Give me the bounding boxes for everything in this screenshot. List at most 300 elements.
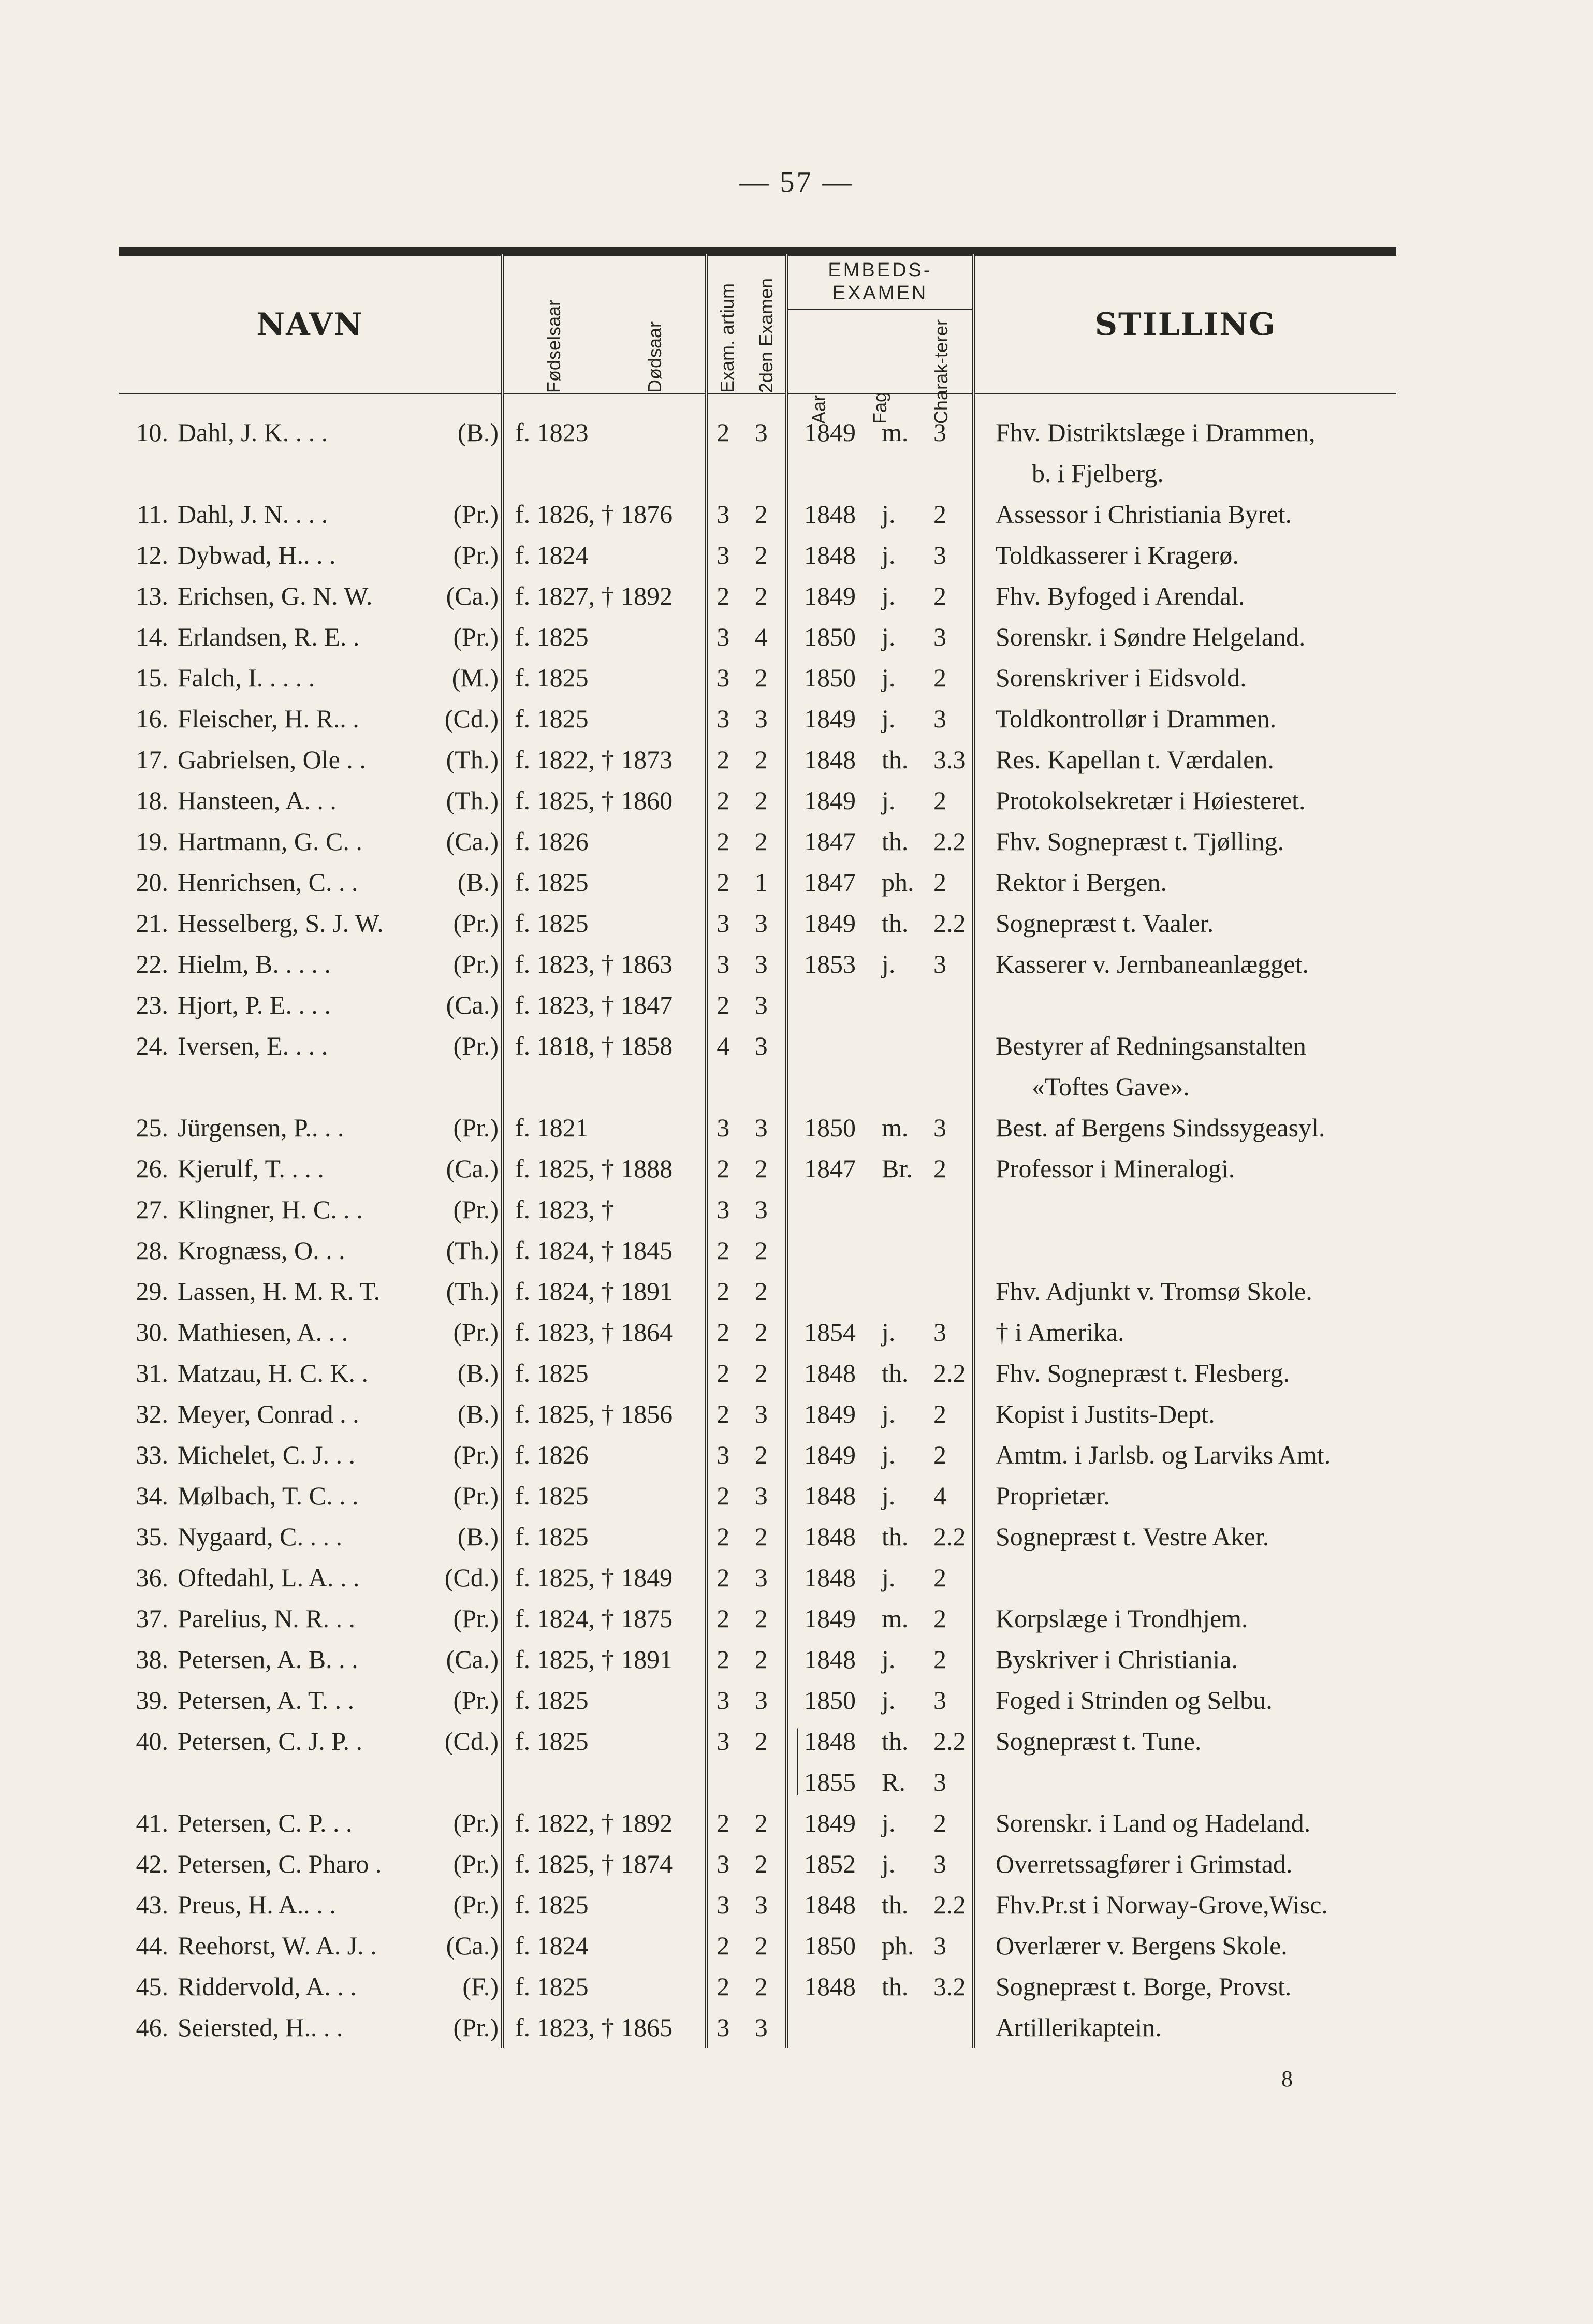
cell-navn bbox=[119, 739, 502, 780]
embeds-charakter: 3 bbox=[933, 1318, 946, 1347]
embeds-charakter: 3.3 bbox=[933, 745, 966, 774]
cell-stilling bbox=[973, 698, 1396, 739]
faculty-abbr: (Pr.) bbox=[453, 1481, 499, 1510]
faculty-abbr: (Ca.) bbox=[446, 581, 499, 610]
embeds-charakter: 2.2 bbox=[933, 1522, 966, 1551]
cell-exam-marks: 2 2 bbox=[707, 1516, 787, 1557]
table-row bbox=[119, 1925, 1396, 1966]
person-name: Preus, H. A.. . . bbox=[178, 1890, 336, 1919]
cell-exam-marks: 3 3 bbox=[707, 698, 787, 739]
cell-embeds bbox=[787, 1271, 973, 1312]
embeds-fag: th. bbox=[882, 909, 909, 938]
embeds-fag: j. bbox=[882, 1563, 896, 1592]
row-number: 40. bbox=[136, 1727, 168, 1756]
faculty-abbr: (Pr.) bbox=[453, 540, 499, 569]
cell-stilling bbox=[973, 1966, 1396, 2007]
embeds-charakter: 2 bbox=[933, 1563, 946, 1592]
table-row bbox=[119, 2007, 1396, 2048]
embeds-fag: th. bbox=[882, 827, 909, 856]
person-name: Petersen, A. B. . . bbox=[178, 1645, 358, 1674]
faculty-abbr: (Pr.) bbox=[453, 1113, 499, 1142]
embeds-year: 1847 bbox=[804, 1154, 856, 1183]
embeds-year: 1849 bbox=[804, 1808, 856, 1837]
header-fodselsaar: Fødselsaar bbox=[543, 299, 565, 393]
cell-exam-marks: 2 2 bbox=[707, 1312, 787, 1353]
table-row bbox=[119, 1026, 1396, 1107]
embeds-charakter: 2 bbox=[933, 1604, 946, 1633]
cell-exam-marks: 2 1 bbox=[707, 862, 787, 903]
header-embeds bbox=[787, 255, 973, 425]
person-name: Henrichsen, C. . . bbox=[178, 868, 358, 897]
cell-exam-marks: 3 4 bbox=[707, 617, 787, 657]
stilling-line: Assessor i Christiania Byret. bbox=[996, 500, 1292, 529]
cell-embeds bbox=[787, 1230, 973, 1271]
row-number: 14. bbox=[136, 622, 168, 651]
cell-embeds bbox=[787, 1312, 973, 1353]
row-number: 11. bbox=[137, 500, 168, 529]
embeds-fag: j. bbox=[882, 1808, 896, 1837]
cell-dates: f. 1826 bbox=[502, 821, 707, 862]
table-row bbox=[119, 1680, 1396, 1721]
table-row bbox=[119, 1230, 1396, 1271]
cell-exam-marks: 2 3 bbox=[707, 1394, 787, 1435]
stilling-line: Sognepræst t. Vaaler. bbox=[996, 909, 1214, 938]
embeds-charakter: 2 bbox=[933, 786, 946, 815]
faculty-abbr: (Ca.) bbox=[446, 1645, 499, 1674]
cell-dates: f. 1825 bbox=[502, 862, 707, 903]
table-row bbox=[119, 535, 1396, 576]
cell-navn bbox=[119, 535, 502, 576]
header-stilling: STILLING bbox=[973, 255, 1396, 394]
embeds-charakter: 2 bbox=[933, 500, 946, 529]
cell-stilling bbox=[973, 1598, 1396, 1639]
cell-stilling bbox=[973, 821, 1396, 862]
cell-dates: f. 1824, † 1891 bbox=[502, 1271, 707, 1312]
cell-dates: f. 1823, † 1847 bbox=[502, 985, 707, 1026]
cell-navn bbox=[119, 821, 502, 862]
cell-embeds bbox=[787, 739, 973, 780]
row-number: 45. bbox=[136, 1972, 168, 2001]
cell-exam-marks: 2 2 bbox=[707, 1925, 787, 1966]
cell-stilling bbox=[973, 903, 1396, 944]
cell-embeds bbox=[787, 1884, 973, 1925]
cell-navn bbox=[119, 1844, 502, 1884]
embeds-year: 1855 bbox=[804, 1767, 856, 1796]
faculty-abbr: (Pr.) bbox=[453, 622, 499, 651]
embeds-charakter: 2 bbox=[933, 1154, 946, 1183]
cell-dates: f. 1826 bbox=[502, 1435, 707, 1475]
embeds-charakter: 2.2 bbox=[933, 1890, 966, 1919]
person-name: Petersen, C. Pharo . bbox=[178, 1849, 382, 1878]
stilling-line: Artillerikaptein. bbox=[996, 2013, 1162, 2042]
cell-stilling bbox=[973, 394, 1396, 494]
faculty-abbr: (Th.) bbox=[446, 745, 499, 774]
cell-stilling bbox=[973, 1925, 1396, 1966]
cell-stilling bbox=[973, 862, 1396, 903]
cell-navn bbox=[119, 903, 502, 944]
stilling-line: Fhv. Adjunkt v. Tromsø Skole. bbox=[996, 1277, 1312, 1306]
cell-navn bbox=[119, 1680, 502, 1721]
embeds-line bbox=[804, 1762, 972, 1803]
embeds-fag: R. bbox=[882, 1767, 905, 1796]
embeds-fag: th. bbox=[882, 1972, 909, 2001]
embeds-fag: j. bbox=[882, 1318, 896, 1347]
row-number: 22. bbox=[136, 949, 168, 978]
table-row bbox=[119, 1516, 1396, 1557]
stilling-line: Bestyrer af Redningsanstalten bbox=[996, 1031, 1306, 1060]
embeds-line bbox=[804, 1721, 972, 1762]
cell-stilling bbox=[973, 1353, 1396, 1394]
embeds-fag: th. bbox=[882, 745, 909, 774]
embeds-year: 1853 bbox=[804, 949, 856, 978]
embeds-year: 1849 bbox=[804, 786, 856, 815]
embeds-charakter: 2 bbox=[933, 1808, 946, 1837]
person-name: Oftedahl, L. A. . . bbox=[178, 1563, 360, 1592]
faculty-abbr: (Pr.) bbox=[453, 1849, 499, 1878]
embeds-charakter: 3 bbox=[933, 1686, 946, 1715]
cell-exam-marks: 2 2 bbox=[707, 1598, 787, 1639]
cell-navn bbox=[119, 1394, 502, 1435]
embeds-charakter: 3 bbox=[933, 1931, 946, 1960]
embeds-fag: Br. bbox=[882, 1154, 913, 1183]
embeds-year: 1850 bbox=[804, 1686, 856, 1715]
embeds-year: 1848 bbox=[804, 540, 856, 569]
person-name: Fleischer, H. R.. . bbox=[178, 704, 359, 733]
embeds-year: 1848 bbox=[804, 1522, 856, 1551]
table-row bbox=[119, 1557, 1396, 1598]
cell-dates: f. 1825 bbox=[502, 1680, 707, 1721]
table-row bbox=[119, 780, 1396, 821]
embeds-fag: j. bbox=[882, 1686, 896, 1715]
cell-dates: f. 1825, † 1860 bbox=[502, 780, 707, 821]
cell-exam-marks: 3 3 bbox=[707, 1680, 787, 1721]
row-number: 46. bbox=[136, 2013, 168, 2042]
embeds-fag: j. bbox=[882, 500, 896, 529]
person-name: Matzau, H. C. K. . bbox=[178, 1358, 368, 1387]
cell-dates: f. 1822, † 1873 bbox=[502, 739, 707, 780]
table-row bbox=[119, 1639, 1396, 1680]
header-exams bbox=[707, 255, 787, 394]
person-name: Petersen, C. J. P. . bbox=[178, 1727, 362, 1756]
faculty-abbr: (Pr.) bbox=[453, 1808, 499, 1837]
cell-dates: f. 1825 bbox=[502, 657, 707, 698]
person-name: Hansteen, A. . . bbox=[178, 786, 337, 815]
embeds-fag: j. bbox=[882, 704, 896, 733]
cell-dates: f. 1821 bbox=[502, 1107, 707, 1148]
stilling-line: b. i Fjelberg. bbox=[1032, 459, 1164, 488]
table-row bbox=[119, 739, 1396, 780]
faculty-abbr: (Pr.) bbox=[453, 1195, 499, 1224]
embeds-multi bbox=[804, 1721, 972, 1803]
person-name: Petersen, A. T. . . bbox=[178, 1686, 355, 1715]
embeds-charakter: 2.2 bbox=[933, 827, 966, 856]
cell-stilling bbox=[973, 1516, 1396, 1557]
cell-embeds bbox=[787, 1925, 973, 1966]
cell-embeds bbox=[787, 1107, 973, 1148]
cell-dates: f. 1826, † 1876 bbox=[502, 494, 707, 535]
faculty-abbr: (Pr.) bbox=[453, 500, 499, 529]
cell-exam-marks: 2 3 bbox=[707, 1557, 787, 1598]
embeds-year: 1849 bbox=[804, 1399, 856, 1428]
stilling-line: Professor i Mineralogi. bbox=[996, 1154, 1235, 1183]
cell-exam-marks: 2 2 bbox=[707, 780, 787, 821]
cell-exam-marks: 2 3 bbox=[707, 394, 787, 494]
table-row bbox=[119, 1271, 1396, 1312]
cell-exam-marks: 2 2 bbox=[707, 1966, 787, 2007]
embeds-charakter: 3 bbox=[933, 1113, 946, 1142]
faculty-abbr: (Ca.) bbox=[446, 1154, 499, 1183]
stilling-line: Protokolsekretær i Høiesteret. bbox=[996, 786, 1306, 815]
cell-embeds bbox=[787, 862, 973, 903]
person-name: Dybwad, H.. . . bbox=[178, 540, 336, 569]
cell-stilling bbox=[973, 1639, 1396, 1680]
person-name: Hartmann, G. C. . bbox=[178, 827, 362, 856]
row-number: 25. bbox=[136, 1113, 168, 1142]
cell-dates: f. 1824, † 1875 bbox=[502, 1598, 707, 1639]
cell-stilling bbox=[973, 617, 1396, 657]
cell-navn bbox=[119, 1884, 502, 1925]
person-name: Dahl, J. N. . . . bbox=[178, 500, 328, 529]
embeds-fag: j. bbox=[882, 1849, 896, 1878]
cell-embeds bbox=[787, 1557, 973, 1598]
cell-exam-marks: 2 3 bbox=[707, 1475, 787, 1516]
embeds-year: 1848 bbox=[804, 1481, 856, 1510]
cell-stilling bbox=[973, 1844, 1396, 1884]
cell-navn bbox=[119, 1557, 502, 1598]
cell-exam-marks: 2 2 bbox=[707, 1353, 787, 1394]
cell-dates: f. 1823, † 1863 bbox=[502, 944, 707, 985]
embeds-fag: ph. bbox=[882, 868, 914, 897]
cell-dates: f. 1825 bbox=[502, 617, 707, 657]
embeds-charakter: 3 bbox=[933, 418, 946, 447]
cell-stilling bbox=[973, 576, 1396, 617]
faculty-abbr: (Ca.) bbox=[446, 990, 499, 1019]
embeds-year: 1847 bbox=[804, 868, 856, 897]
faculty-abbr: (Pr.) bbox=[453, 1031, 499, 1060]
cell-dates: f. 1825, † 1849 bbox=[502, 1557, 707, 1598]
stilling-line: Sorenskriver i Eidsvold. bbox=[996, 663, 1247, 692]
embeds-year: 1848 bbox=[804, 1645, 856, 1674]
cell-dates: f. 1825 bbox=[502, 903, 707, 944]
embeds-year: 1854 bbox=[804, 1318, 856, 1347]
cell-embeds bbox=[787, 1844, 973, 1884]
cell-stilling bbox=[973, 1107, 1396, 1148]
row-number: 34. bbox=[136, 1481, 168, 1510]
cell-exam-marks: 2 3 bbox=[707, 985, 787, 1026]
embeds-fag: ph. bbox=[882, 1931, 914, 1960]
cell-navn bbox=[119, 1925, 502, 1966]
embeds-year: 1850 bbox=[804, 663, 856, 692]
embeds-year: 1848 bbox=[804, 1358, 856, 1387]
embeds-charakter: 3 bbox=[933, 1849, 946, 1878]
cell-navn bbox=[119, 1803, 502, 1844]
embeds-charakter: 2.2 bbox=[933, 909, 966, 938]
person-name: Meyer, Conrad . . bbox=[178, 1399, 359, 1428]
embeds-fag: j. bbox=[882, 1399, 896, 1428]
table-row bbox=[119, 903, 1396, 944]
embeds-fag: j. bbox=[882, 1645, 896, 1674]
stilling-line: Overretssagfører i Grimstad. bbox=[996, 1849, 1293, 1878]
header-charakterer: Charak-terer bbox=[930, 319, 952, 425]
cell-stilling bbox=[973, 1721, 1396, 1803]
cell-dates: f. 1823, † 1864 bbox=[502, 1312, 707, 1353]
embeds-charakter: 3 bbox=[933, 949, 946, 978]
cell-exam-marks: 2 2 bbox=[707, 739, 787, 780]
cell-navn bbox=[119, 1148, 502, 1189]
cell-embeds bbox=[787, 535, 973, 576]
embeds-charakter: 2 bbox=[933, 868, 946, 897]
cell-dates: f. 1825 bbox=[502, 1475, 707, 1516]
table-row bbox=[119, 1148, 1396, 1189]
person-name: Erichsen, G. N. W. bbox=[178, 581, 373, 610]
stilling-line: Sorenskr. i Søndre Helgeland. bbox=[996, 622, 1306, 651]
embeds-fag: th. bbox=[882, 1358, 909, 1387]
embeds-year: 1850 bbox=[804, 1113, 856, 1142]
cell-dates: f. 1825 bbox=[502, 1721, 707, 1803]
stilling-line: Fhv. Sognepræst t. Tjølling. bbox=[996, 827, 1284, 856]
table-row bbox=[119, 494, 1396, 535]
cell-navn bbox=[119, 1353, 502, 1394]
cell-stilling bbox=[973, 739, 1396, 780]
embeds-charakter: 2 bbox=[933, 581, 946, 610]
embeds-year: 1849 bbox=[804, 418, 856, 447]
person-name: Mathiesen, A. . . bbox=[178, 1318, 348, 1347]
cell-stilling bbox=[973, 1680, 1396, 1721]
stilling-line: Fhv. Distriktslæge i Drammen, bbox=[996, 418, 1316, 447]
header-exam-artium: Exam. artium bbox=[717, 283, 738, 393]
table-row bbox=[119, 1884, 1396, 1925]
embeds-charakter: 2.2 bbox=[933, 1727, 966, 1756]
cell-dates: f. 1823 bbox=[502, 394, 707, 494]
person-name: Seiersted, H.. . . bbox=[178, 2013, 343, 2042]
row-number: 17. bbox=[136, 745, 168, 774]
cell-exam-marks: 3 2 bbox=[707, 1844, 787, 1884]
embeds-year: 1848 bbox=[804, 1972, 856, 2001]
table-row bbox=[119, 1435, 1396, 1475]
person-name: Falch, I. . . . . bbox=[178, 663, 315, 692]
cell-embeds bbox=[787, 1680, 973, 1721]
row-number: 13. bbox=[136, 581, 168, 610]
cell-exam-marks: 3 3 bbox=[707, 1884, 787, 1925]
cell-dates: f. 1822, † 1892 bbox=[502, 1803, 707, 1844]
cell-exam-marks: 2 2 bbox=[707, 1271, 787, 1312]
embeds-charakter: 3.2 bbox=[933, 1972, 966, 2001]
header-dodsaar: Dødsaar bbox=[644, 321, 665, 393]
cell-navn bbox=[119, 1271, 502, 1312]
cell-embeds bbox=[787, 780, 973, 821]
embeds-charakter: 2.2 bbox=[933, 1358, 966, 1387]
table-row bbox=[119, 862, 1396, 903]
faculty-abbr: (Ca.) bbox=[446, 827, 499, 856]
embeds-fag: j. bbox=[882, 581, 896, 610]
table-row bbox=[119, 985, 1396, 1026]
faculty-abbr: (Pr.) bbox=[453, 909, 499, 938]
cell-exam-marks: 3 3 bbox=[707, 1107, 787, 1148]
cell-embeds bbox=[787, 576, 973, 617]
faculty-abbr: (Cd.) bbox=[444, 1563, 499, 1592]
person-name: Dahl, J. K. . . . bbox=[178, 418, 328, 447]
table-row bbox=[119, 1721, 1396, 1803]
row-number: 41. bbox=[136, 1808, 168, 1837]
cell-embeds bbox=[787, 698, 973, 739]
table-row bbox=[119, 1394, 1396, 1435]
cell-stilling bbox=[973, 1435, 1396, 1475]
row-number: 20. bbox=[136, 868, 168, 897]
faculty-abbr: (B.) bbox=[457, 1399, 499, 1428]
table-row bbox=[119, 1353, 1396, 1394]
embeds-fag: j. bbox=[882, 622, 896, 651]
row-number: 23. bbox=[136, 990, 168, 1019]
embeds-year: 1848 bbox=[804, 1890, 856, 1919]
cell-navn bbox=[119, 1230, 502, 1271]
cell-embeds bbox=[787, 944, 973, 985]
embeds-fag: th. bbox=[882, 1890, 909, 1919]
embeds-charakter: 3 bbox=[933, 540, 946, 569]
cell-embeds bbox=[787, 1516, 973, 1557]
person-name: Krognæss, O. . . bbox=[178, 1236, 345, 1265]
cell-stilling bbox=[973, 1230, 1396, 1271]
student-table bbox=[119, 247, 1396, 2048]
cell-dates: f. 1825, † 1891 bbox=[502, 1639, 707, 1680]
table-row bbox=[119, 821, 1396, 862]
person-name: Parelius, N. R. . . bbox=[178, 1604, 356, 1633]
cell-navn bbox=[119, 394, 502, 494]
faculty-abbr: (Pr.) bbox=[453, 1890, 499, 1919]
person-name: Reehorst, W. A. J. . bbox=[178, 1931, 377, 1960]
row-number: 28. bbox=[136, 1236, 168, 1265]
header-anden-examen: 2den Examen bbox=[755, 277, 777, 393]
cell-dates: f. 1824 bbox=[502, 535, 707, 576]
embeds-charakter: 3 bbox=[933, 704, 946, 733]
row-number: 38. bbox=[136, 1645, 168, 1674]
faculty-abbr: (Pr.) bbox=[453, 1604, 499, 1633]
table-row bbox=[119, 1107, 1396, 1148]
row-number: 19. bbox=[136, 827, 168, 856]
row-number: 15. bbox=[136, 663, 168, 692]
cell-navn bbox=[119, 494, 502, 535]
table-row bbox=[119, 657, 1396, 698]
cell-embeds bbox=[787, 1148, 973, 1189]
embeds-charakter: 2 bbox=[933, 1645, 946, 1674]
faculty-abbr: (F.) bbox=[462, 1972, 499, 2001]
embeds-year: 1848 bbox=[804, 1563, 856, 1592]
stilling-line: Fhv. Sognepræst t. Flesberg. bbox=[996, 1358, 1290, 1387]
stilling-line: † i Amerika. bbox=[996, 1318, 1124, 1347]
cell-exam-marks: 2 2 bbox=[707, 1230, 787, 1271]
table-row bbox=[119, 1312, 1396, 1353]
faculty-abbr: (B.) bbox=[457, 868, 499, 897]
cell-navn bbox=[119, 617, 502, 657]
cell-embeds bbox=[787, 1475, 973, 1516]
embeds-fag: j. bbox=[882, 663, 896, 692]
stilling-line: Best. af Bergens Sindssygeasyl. bbox=[996, 1113, 1325, 1142]
row-number: 16. bbox=[136, 704, 168, 733]
table-row bbox=[119, 1189, 1396, 1230]
cell-navn bbox=[119, 780, 502, 821]
cell-embeds bbox=[787, 2007, 973, 2048]
table-row bbox=[119, 1475, 1396, 1516]
row-number: 10. bbox=[136, 418, 168, 447]
cell-exam-marks: 3 2 bbox=[707, 1435, 787, 1475]
embeds-charakter: 2 bbox=[933, 663, 946, 692]
table-body bbox=[119, 394, 1396, 2049]
faculty-abbr: (Pr.) bbox=[453, 1318, 499, 1347]
person-name: Riddervold, A. . . bbox=[178, 1972, 357, 2001]
embeds-year: 1850 bbox=[804, 1931, 856, 1960]
faculty-abbr: (Pr.) bbox=[453, 1440, 499, 1469]
table-row bbox=[119, 1803, 1396, 1844]
stilling-line: Sognepræst t. Tune. bbox=[996, 1727, 1202, 1756]
